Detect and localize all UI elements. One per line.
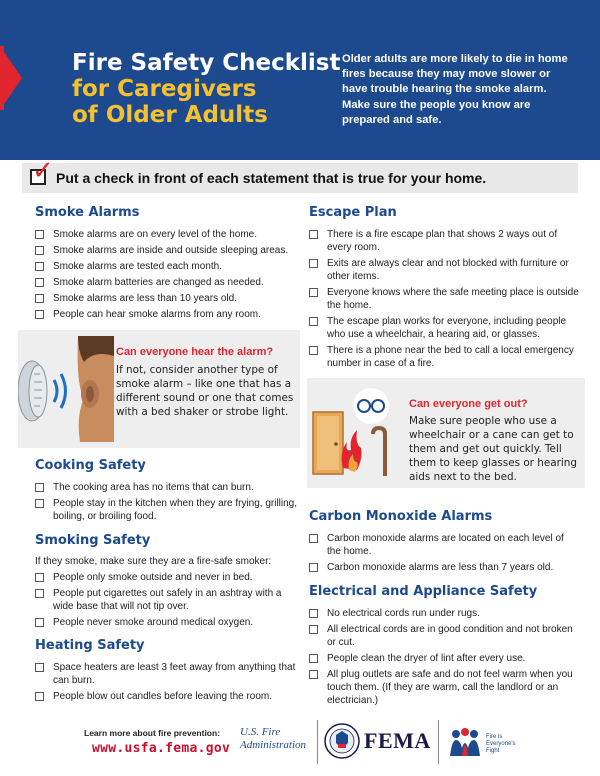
instruction-bar	[22, 155, 578, 193]
footer	[0, 712, 600, 776]
checkbox[interactable]	[35, 618, 44, 627]
header-banner	[0, 0, 600, 160]
list-item[interactable]: People can hear smoke alarms from any room.	[35, 308, 300, 321]
list-item[interactable]: People only smoke outside and never in bed.	[35, 571, 300, 584]
red-accent-arrow	[0, 46, 22, 110]
cooking-list	[35, 481, 300, 526]
heating-list	[35, 661, 300, 706]
checkbox[interactable]	[35, 310, 44, 319]
smoking-list	[35, 571, 300, 632]
callout-answer: If not, consider another type of smoke alarm – like one that has a different sound or one that comes with a bed shaker or strobe light.	[116, 364, 294, 418]
smoke-alarms-list	[35, 228, 300, 324]
callout-get-out	[307, 378, 585, 488]
checkbox[interactable]	[309, 625, 318, 634]
instruction-text: Put a check in front of each statement that is true for your home.	[56, 170, 487, 186]
checkbox[interactable]	[309, 346, 318, 355]
checkbox[interactable]	[35, 278, 44, 287]
fef-line-1: Fire is	[486, 734, 503, 740]
electrical-list	[309, 607, 579, 710]
list-item[interactable]: There is a fire escape plan that shows 2 ways out of every room.	[309, 228, 579, 254]
usfa-logo	[240, 726, 306, 752]
section-heading-escape-plan: Escape Plan	[309, 205, 397, 220]
list-item[interactable]: People never smoke around medical oxygen.	[35, 616, 300, 629]
section-heading-heating: Heating Safety	[35, 638, 145, 653]
fef-line-2: Everyone's	[486, 741, 516, 747]
list-item[interactable]: No electrical cords run under rugs.	[309, 607, 579, 620]
checkbox[interactable]	[35, 692, 44, 701]
list-item[interactable]: People clean the dryer of lint after every use.	[309, 652, 579, 665]
list-item[interactable]: Everyone knows where the safe meeting place is outside the home.	[309, 286, 579, 312]
list-item[interactable]: The cooking area has no items that can burn.	[35, 481, 300, 494]
checkbox[interactable]	[309, 288, 318, 297]
checkbox[interactable]	[35, 499, 44, 508]
list-item[interactable]: All electrical cords are in good condition and not broken or cut.	[309, 623, 579, 649]
callout-question: Can everyone get out?	[409, 398, 528, 410]
checkbox[interactable]	[309, 563, 318, 572]
list-item[interactable]: Carbon monoxide alarms are located on each level of the home.	[309, 532, 579, 558]
dhs-seal-icon	[324, 722, 360, 760]
intro-text: Older adults are more likely to die in home fires because they may move slower or have trouble hearing the smoke alarm. Make sure the people you know are prepared and safe.	[342, 53, 568, 126]
callout-hear-alarm	[18, 330, 300, 448]
list-item[interactable]: All plug outlets are safe and do not feel warm when you touch them. (If they are warm, call the landlord or an electrician.)	[309, 668, 579, 707]
usfa-logo-line-2: Administration	[240, 739, 307, 751]
checkmark-icon: ✓	[32, 155, 54, 185]
website-link[interactable]: www.usfa.fema.gov	[92, 741, 231, 756]
section-heading-electrical: Electrical and Appliance Safety	[309, 584, 538, 599]
fire-is-everyones-fight-text	[486, 734, 516, 755]
checkbox[interactable]	[35, 663, 44, 672]
checkbox[interactable]	[309, 654, 318, 663]
callout-answer: Make sure people who use a wheelchair or a cane can get to them and get out quickly. Tell them to keep glasses or hearing aids next to the bed.	[409, 415, 577, 483]
list-item[interactable]: Smoke alarm batteries are changed as needed.	[35, 276, 300, 289]
checkbox[interactable]	[35, 230, 44, 239]
title-line-1: Fire Safety Checklist	[72, 50, 341, 76]
list-item[interactable]: Smoke alarms are on every level of the home.	[35, 228, 300, 241]
escape-plan-list	[309, 228, 579, 373]
title-line-3: of Older Adults	[72, 102, 268, 128]
checkbox[interactable]	[35, 483, 44, 492]
checkbox[interactable]	[35, 573, 44, 582]
divider	[317, 720, 318, 764]
checkbox[interactable]	[35, 589, 44, 598]
list-item[interactable]: The escape plan works for everyone, including people who use a wheelchair, a hearing aid, or glasses.	[309, 315, 579, 341]
list-item[interactable]: Smoke alarms are inside and outside sleeping areas.	[35, 244, 300, 257]
section-heading-cooking: Cooking Safety	[35, 458, 146, 473]
section-heading-smoking: Smoking Safety	[35, 533, 151, 548]
fef-line-3: Fight	[486, 748, 500, 754]
section-heading-carbon-monoxide: Carbon Monoxide Alarms	[309, 509, 493, 524]
checkbox[interactable]	[309, 259, 318, 268]
list-item[interactable]: People stay in the kitchen when they are frying, grilling, boiling, or broiling food.	[35, 497, 300, 523]
list-item[interactable]: Smoke alarms are tested each month.	[35, 260, 300, 273]
list-item[interactable]: People put cigarettes out safely in an ashtray with a wide base that will not tip over.	[35, 587, 300, 613]
fire-is-everyones-fight-logo-icon	[446, 726, 484, 760]
checkbox[interactable]	[35, 262, 44, 271]
smoking-note: If they smoke, make sure they are a fire-safe smoker:	[35, 556, 272, 567]
list-item[interactable]: People blow out candles before leaving the room.	[35, 690, 300, 703]
section-heading-smoke-alarms: Smoke Alarms	[35, 205, 140, 220]
title-line-2: for Caregivers	[72, 76, 257, 102]
usfa-logo-line-1: U.S. Fire	[240, 726, 281, 738]
carbon-monoxide-list	[309, 532, 579, 577]
escape-illustration-icon	[309, 386, 401, 482]
hearing-alarm-illustration-icon	[18, 336, 114, 442]
list-item[interactable]: There is a phone near the bed to call a local emergency number in case of a fire.	[309, 344, 579, 370]
page-title	[72, 50, 340, 128]
callout-question: Can everyone hear the alarm?	[116, 346, 274, 358]
checkbox[interactable]	[309, 609, 318, 618]
checkbox[interactable]	[35, 246, 44, 255]
checkbox[interactable]	[309, 670, 318, 679]
fema-logo: FEMA	[364, 728, 431, 753]
divider	[438, 720, 439, 764]
checkbox[interactable]	[309, 317, 318, 326]
learn-more-text: Learn more about fire prevention:	[84, 728, 221, 738]
checkbox[interactable]	[35, 294, 44, 303]
list-item[interactable]: Smoke alarms are less than 10 years old.	[35, 292, 300, 305]
list-item[interactable]: Carbon monoxide alarms are less than 7 years old.	[309, 561, 579, 574]
list-item[interactable]: Space heaters are least 3 feet away from anything that can burn.	[35, 661, 300, 687]
list-item[interactable]: Exits are always clear and not blocked with furniture or other items.	[309, 257, 579, 283]
checkbox[interactable]	[309, 534, 318, 543]
checkbox[interactable]	[309, 230, 318, 239]
